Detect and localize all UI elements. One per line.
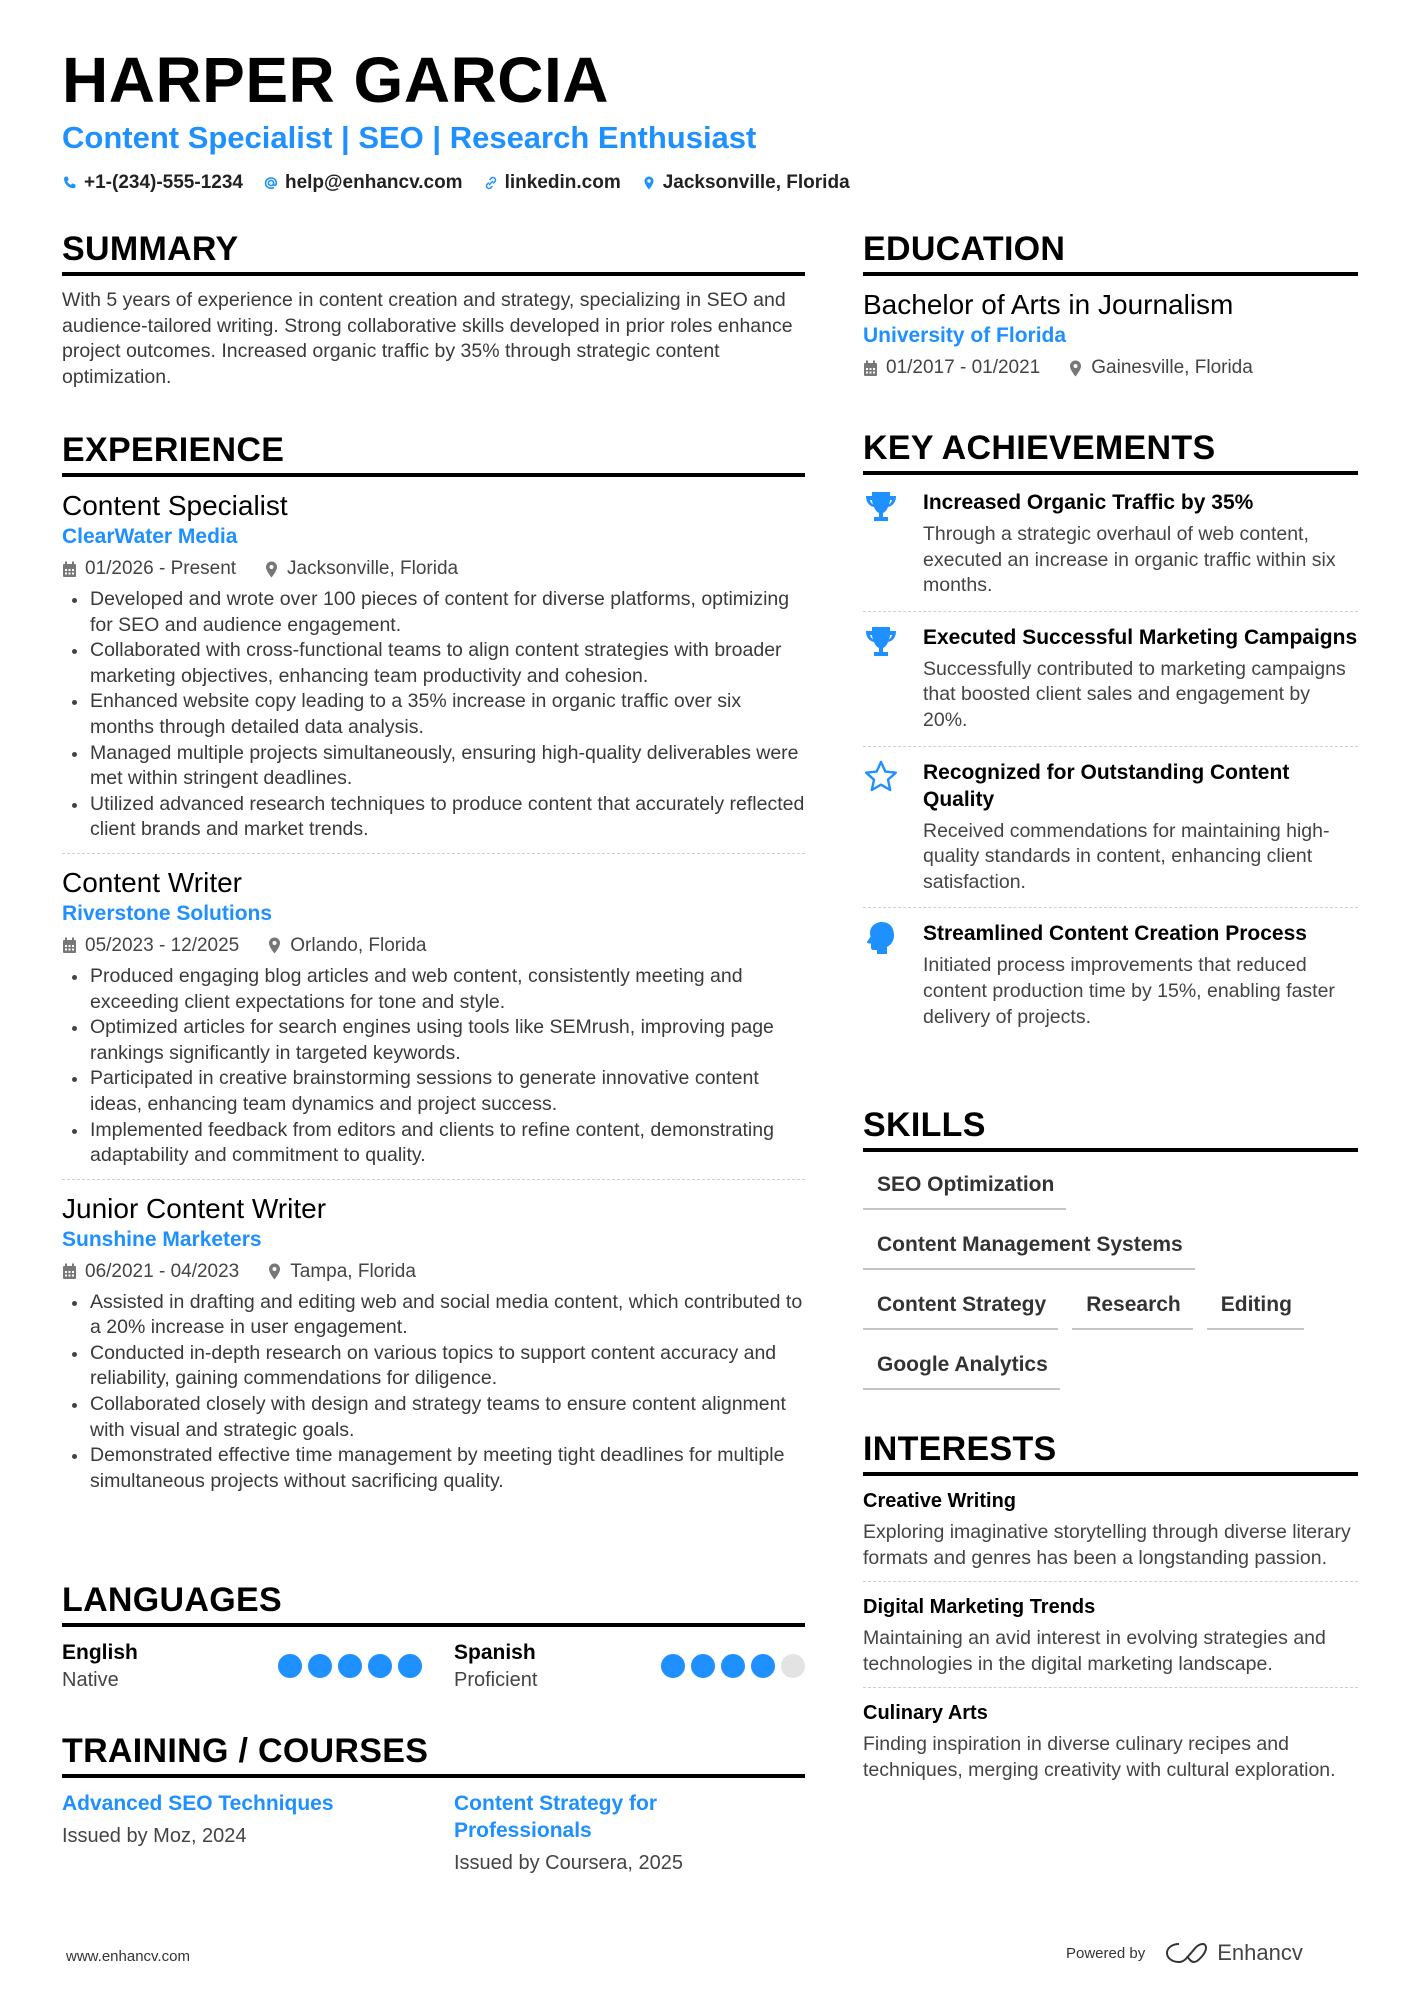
job-dates: 05/2023 - 12/2025 (85, 934, 240, 956)
job-location: Jacksonville, Florida (287, 558, 459, 579)
section-title-experience: EXPERIENCE (62, 433, 805, 477)
powered-by-label: Powered by (1066, 1944, 1146, 1962)
bullet: Utilized advanced research techniques to produce content that accurately reflected client brands and market trends. (62, 792, 805, 843)
section-title-achievements: KEY ACHIEVEMENTS (863, 431, 1358, 475)
education-meta (863, 354, 1358, 382)
candidate-name: HARPER GARCIA (62, 44, 609, 116)
job-location: Tampa, Florida (290, 1260, 416, 1282)
brand-name: Enhancv (1217, 1940, 1303, 1965)
company-name: Sunshine Marketers (62, 1227, 262, 1251)
job-bullets (62, 1290, 805, 1495)
rating-dot-filled (278, 1654, 302, 1678)
linkedin-text: linkedin.com (504, 172, 621, 193)
link-icon (483, 175, 499, 191)
divider (62, 1179, 805, 1180)
education-dates: 01/2017 - 01/2021 (886, 357, 1041, 378)
job-dates: 01/2026 - Present (85, 558, 237, 579)
experience-item (62, 1192, 805, 1495)
summary-text: With 5 years of experience in content creation and strategy, specializing in SEO and audience-tailored writing. Strong collaborative skills developed in prior roles enhance project outcomes. Increased organic traffic by 35% through strategic content optimization. (62, 289, 793, 388)
interest-title: Creative Writing (863, 1490, 1016, 1512)
interests-section (863, 1432, 1358, 1794)
bullet: Produced engaging blog articles and web content, consistently meeting and exceeding client expectations for tone and style. (62, 964, 805, 1015)
enhancv-brand[interactable] (1163, 1940, 1303, 1966)
job-title: Content Writer (62, 866, 242, 898)
course-item (62, 1790, 454, 1876)
job-title: Junior Content Writer (62, 1192, 327, 1224)
interest-title: Culinary Arts (863, 1702, 988, 1725)
language-item (454, 1639, 805, 1693)
languages-section (62, 1583, 805, 1693)
course-title: Content Strategy for Professionals (454, 1792, 658, 1842)
achievements-section (863, 431, 1358, 1042)
achievement-item (863, 475, 1358, 611)
interest-item (863, 1476, 1358, 1581)
bullet: Collaborated with cross-functional teams to align content strategies with broader marketing objectives, enhancing team productivity and cohesion. (62, 638, 805, 689)
school-name: University of Florida (863, 324, 1067, 347)
phone-icon (62, 175, 78, 191)
rating-dot-filled (398, 1654, 422, 1678)
interest-desc: Maintaining an avid interest in evolving strategies and technologies in the digital marketing landscape. (863, 1627, 1326, 1675)
achievement-item (863, 612, 1358, 746)
achievement-item (863, 908, 1358, 1042)
calendar-icon (62, 1263, 77, 1280)
job-dates: 06/2021 - 04/2023 (85, 1260, 240, 1282)
calendar-icon (62, 561, 77, 578)
calendar-icon (62, 937, 77, 954)
course-issuer: Issued by Moz, 2024 (62, 1825, 247, 1847)
training-list (62, 1790, 805, 1876)
location-text: Jacksonville, Florida (662, 172, 850, 193)
skills-section (863, 1108, 1358, 1390)
at-icon (263, 175, 279, 191)
enhancv-logo-icon (1163, 1940, 1209, 1966)
language-name: Spanish (454, 1641, 536, 1664)
job-meta (62, 1258, 805, 1286)
bullet: Demonstrated effective time management by meeting tight deadlines for multiple simultaneous projects without sacrificing quality. (62, 1443, 805, 1494)
section-title-languages: LANGUAGES (62, 1583, 805, 1627)
company-name: Riverstone Solutions (62, 901, 273, 925)
skill-tag: Google Analytics (863, 1352, 1060, 1390)
footer-powered-by (1066, 1940, 1303, 1966)
rating-dot-empty (781, 1654, 805, 1678)
skills-row (863, 1172, 1358, 1210)
contact-row (62, 172, 850, 194)
location-icon (264, 561, 279, 578)
language-level: Proficient (454, 1669, 538, 1691)
footer-website-link[interactable]: www.enhancv.com (66, 1948, 190, 1965)
rating-dot-filled (368, 1654, 392, 1678)
section-title-skills: SKILLS (863, 1108, 1358, 1152)
candidate-headline: Content Specialist | SEO | Research Enthusiast (62, 120, 757, 155)
job-meta (62, 932, 805, 960)
experience-item (62, 866, 805, 1169)
rating-dot-filled (691, 1654, 715, 1678)
bullet: Participated in creative brainstorming sessions to generate innovative content ideas, enhancing team dynamics and project success. (62, 1066, 805, 1117)
experience-section (62, 433, 805, 1494)
divider (62, 853, 805, 854)
head-icon (863, 920, 899, 956)
language-level: Native (62, 1669, 119, 1691)
job-bullets (62, 964, 805, 1169)
education-location: Gainesville, Florida (1091, 357, 1253, 378)
phone-text: +1-(234)-555-1234 (84, 172, 243, 193)
bullet: Collaborated closely with design and strategy teams to ensure content alignment with visual and strategic goals. (62, 1392, 805, 1443)
training-section (62, 1734, 805, 1876)
skill-tag: Editing (1207, 1292, 1304, 1330)
languages-list (62, 1639, 805, 1693)
rating-dot-filled (661, 1654, 685, 1678)
section-title-summary: SUMMARY (62, 232, 805, 276)
rating-dot-filled (308, 1654, 332, 1678)
interest-desc: Exploring imaginative storytelling through diverse literary formats and genres has been a longstanding passion. (863, 1521, 1351, 1569)
section-title-training: TRAINING / COURSES (62, 1734, 805, 1778)
trophy-icon (863, 489, 899, 525)
achievement-title: Increased Organic Traffic by 35% (923, 491, 1254, 514)
contact-email[interactable] (263, 172, 463, 194)
bullet: Developed and wrote over 100 pieces of content for diverse platforms, optimizing for SEO and audience engagement. (62, 587, 805, 638)
location-icon (267, 937, 282, 954)
interest-desc: Finding inspiration in diverse culinary recipes and techniques, merging creativity with cultural exploration. (863, 1733, 1336, 1781)
achievement-desc: Successfully contributed to marketing campaigns that boosted client sales and engagement by 20%. (923, 657, 1346, 731)
job-location: Orlando, Florida (290, 934, 427, 956)
achievement-desc: Received commendations for maintaining high-quality standards in content, enhancing client satisfaction. (923, 819, 1330, 893)
location-icon (1068, 360, 1083, 377)
skill-tag: Research (1072, 1292, 1193, 1330)
language-rating (661, 1654, 805, 1678)
language-rating (278, 1654, 422, 1678)
skill-tag: Content Strategy (863, 1292, 1058, 1330)
contact-phone (62, 172, 243, 194)
achievement-desc: Through a strategic overhaul of web content, executed an increase in organic traffic within six months. (923, 523, 1336, 597)
bullet: Managed multiple projects simultaneously, ensuring high-quality deliverables were met within stringent deadlines. (62, 741, 805, 792)
achievement-desc: Initiated process improvements that reduced content production time by 15%, enabling faster delivery of projects. (923, 954, 1335, 1028)
education-section (863, 232, 1358, 382)
bullet: Optimized articles for search engines using tools like SEMrush, improving page rankings significantly in targeted keywords. (62, 1015, 805, 1066)
course-issuer: Issued by Coursera, 2025 (454, 1852, 684, 1874)
skills-row (863, 1232, 1358, 1270)
bullet: Conducted in-depth research on various topics to support content accuracy and reliability, gaining commendations for diligence. (62, 1341, 805, 1392)
interest-item (863, 1582, 1358, 1687)
job-title: Content Specialist (62, 490, 288, 521)
achievement-title: Executed Successful Marketing Campaigns (923, 625, 1358, 649)
skill-tag: Content Management Systems (863, 1232, 1195, 1270)
skills-row (863, 1292, 1358, 1330)
contact-linkedin[interactable] (483, 172, 621, 194)
star-icon (863, 759, 899, 795)
summary-section (62, 232, 805, 390)
degree: Bachelor of Arts in Journalism (863, 289, 1234, 320)
course-item (454, 1790, 754, 1876)
bullet: Assisted in drafting and editing web and social media content, which contributed to a 20% increase in user engagement. (62, 1290, 805, 1341)
achievement-title: Recognized for Outstanding Content Quality (923, 760, 1290, 811)
interest-item (863, 1688, 1358, 1793)
trophy-icon (863, 624, 899, 660)
experience-item (62, 489, 805, 843)
course-title: Advanced SEO Techniques (62, 1792, 334, 1815)
skill-tag: SEO Optimization (863, 1172, 1066, 1210)
rating-dot-filled (751, 1654, 775, 1678)
calendar-icon (863, 360, 878, 377)
achievement-title: Streamlined Content Creation Process (923, 922, 1307, 946)
company-name: ClearWater Media (62, 525, 238, 548)
job-bullets (62, 587, 805, 843)
rating-dot-filled (721, 1654, 745, 1678)
bullet: Implemented feedback from editors and clients to refine content, demonstrating adaptability and commitment to quality. (62, 1118, 805, 1169)
language-name: English (62, 1641, 138, 1664)
location-icon (641, 175, 657, 191)
bullet: Enhanced website copy leading to a 35% increase in organic traffic over six months through detailed data analysis. (62, 689, 805, 740)
interest-title: Digital Marketing Trends (863, 1596, 1096, 1619)
job-meta (62, 555, 805, 583)
language-item (62, 1639, 454, 1693)
skills-row (863, 1352, 1358, 1390)
email-text: help@enhancv.com (284, 172, 463, 193)
location-icon (267, 1263, 282, 1280)
contact-location (641, 172, 850, 194)
section-title-interests: INTERESTS (863, 1432, 1358, 1476)
section-title-education: EDUCATION (863, 232, 1358, 276)
achievement-item (863, 747, 1358, 908)
rating-dot-filled (338, 1654, 362, 1678)
